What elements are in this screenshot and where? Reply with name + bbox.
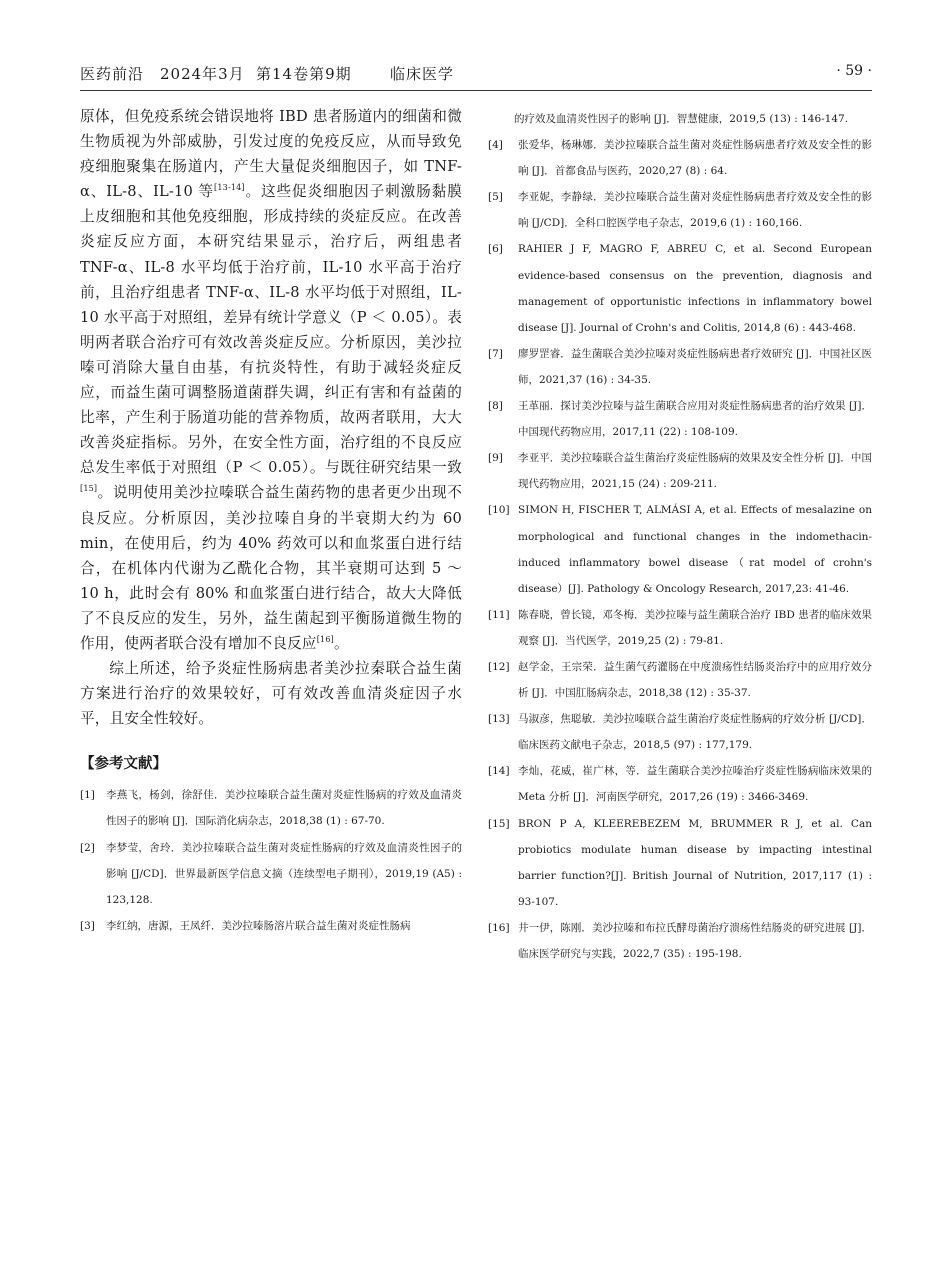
reference-item bbox=[488, 602, 872, 654]
reference-item bbox=[488, 445, 872, 497]
reference-text: 王革丽．探讨美沙拉嗪与益生菌联合应用对炎症性肠病患者的治疗效果 [J]．中国现代药物应用，2017,11 (22) : 108-109. bbox=[518, 400, 872, 439]
running-header bbox=[80, 63, 872, 85]
para1-text-b: 。这些促炎细胞因子刺激肠黏膜上皮细胞和其他免疫细胞，形成持续的炎症反应。在改善炎症反应方面，本研究结果显示，治疗后，两组患者 TNF-α、IL-8 水平均低于治疗前，IL-10 水平高于治疗前，且治疗组患者 TNF-α、IL-8 水平均低于对照组，IL-10 水平高于对照组，差异有统计学意义（P ＜ 0.05）。表明两者联合治疗可有效改善炎症反应。分析原因，美沙拉嗪可消除大量自由基，有抗炎特性，有助于减轻炎症反应，而益生菌可调整肠道菌群失调，纠正有害和有益菌的比率，产生利于肠道功能的营养物质，故两者联用，大大改善炎症指标。另外，在安全性方面，治疗组的不良反应总发生率低于对照组（P ＜ 0.05）。与既往研究结果一致 bbox=[80, 183, 462, 477]
page-number: · 59 · bbox=[836, 63, 872, 79]
citation-13-14[interactable]: [13-14] bbox=[214, 183, 245, 193]
reference-number: [12] bbox=[488, 660, 510, 673]
reference-text: RAHIER J F, MAGRO F, ABREU C, et al. Second European evidence-based consensus on the prevention, diagnosis and management of opportunistic infections in inflammatory bowel disease [J]. Journal of Crohn's and Colitis, 2014,8 (6) : 443-468. bbox=[518, 243, 872, 334]
citation-15[interactable]: [15] bbox=[80, 484, 98, 494]
reference-item bbox=[488, 341, 872, 393]
body-paragraph-2: 综上所述，给予炎症性肠病患者美沙拉秦联合益生菌方案进行治疗的效果较好，可有效改善血清炎症因子水平，且安全性较好。 bbox=[80, 660, 462, 728]
reference-item bbox=[488, 758, 872, 810]
journal-name: 医药前沿 bbox=[80, 65, 145, 83]
header-rule bbox=[80, 90, 872, 91]
reference-text: 李燕飞，杨剑，徐舒佳．美沙拉嗪联合益生菌对炎症性肠病的疗效及血清炎性因子的影响 [J]．国际消化病杂志，2018,38 (1) : 67-70. bbox=[106, 789, 462, 828]
reference-item bbox=[80, 835, 462, 913]
reference-text: SIMON H, FISCHER T, ALMÁSI A, et al. Effects of mesalazine on morphological and functional changes in the indomethacin-induced inflammatory bowel disease（rat model of crohn's disease）[J]. Pathology & Oncology Research, 2017,23: 41-46. bbox=[518, 504, 872, 595]
reference-item bbox=[488, 915, 872, 967]
reference-number: [14] bbox=[488, 765, 510, 778]
para1-text-c: 。说明使用美沙拉嗪联合益生菌药物的患者更少出现不良反应。分析原因，美沙拉嗪自身的半衰期大约为 60 min，在使用后，约为 40% 药效可以和血浆蛋白进行结合，在机体内代谢为乙酰化合物，其半衰期可达到 5 ～ 10 h，此时会有 80% 和血浆蛋白进行结合，故大大降低了不良反应的发生，另外，益生菌起到平衡肠道微生物的作用，使两者联合没有增加不良反应 bbox=[80, 484, 462, 652]
reference-text: 张爱华，杨琳娜．美沙拉嗪联合益生菌对炎症性肠病患者疗效及安全性的影响 [J]．首都食品与医药，2020,27 (8) : 64. bbox=[518, 139, 872, 178]
volume-issue: 第14卷第9期 bbox=[256, 65, 352, 83]
reference-list-right bbox=[488, 106, 872, 132]
reference-item bbox=[488, 706, 872, 758]
reference-number: [11] bbox=[488, 608, 510, 621]
reference-number: [6] bbox=[488, 243, 503, 256]
reference-text: BRON P A, KLEEREBEZEM M, BRUMMER R J, et al. Can probiotics modulate human disease by impacting intestinal barrier function?[J]. British Journal of Nutrition, 2017,117 (1) : 93-107. bbox=[518, 817, 872, 908]
reference-text: 李亚妮，李静绿．美沙拉嗪联合益生菌对炎症性肠病患者疗效及安全性的影响 [J/CD]．全科口腔医学电子杂志，2019,6 (1) : 160,166. bbox=[518, 191, 872, 230]
reference-list-left bbox=[80, 782, 462, 939]
reference-item bbox=[488, 497, 872, 601]
reference-number: [7] bbox=[488, 347, 503, 360]
reference-number: [16] bbox=[488, 921, 510, 934]
reference-text: 井一伊，陈刚．美沙拉嗪和布拉氏酵母菌治疗溃疡性结肠炎的研究进展 [J]．临床医学研究与实践，2022,7 (35) : 195-198. bbox=[518, 921, 872, 960]
reference-number: [3] bbox=[80, 919, 95, 932]
reference-text: 廖罗罡睿．益生菌联合美沙拉嗪对炎症性肠病患者疗效研究 [J]．中国社区医师，2021,37 (16) : 34-35. bbox=[518, 347, 872, 386]
reference-number: [1] bbox=[80, 789, 95, 802]
reference-number: [4] bbox=[488, 139, 503, 152]
reference-text: 马淑彦，焦聪敏．美沙拉嗪联合益生菌治疗炎症性肠病的疗效分析 [J/CD]．临床医药文献电子杂志，2018,5 (97) : 177,179. bbox=[518, 713, 872, 752]
reference-3-continued: 的疗效及血清炎性因子的影响 [J]．智慧健康，2019,5 (13) : 146-147. bbox=[514, 113, 849, 125]
references-heading: 【参考文献】 bbox=[80, 756, 167, 773]
reference-item bbox=[80, 913, 462, 939]
body-paragraph-1 bbox=[80, 104, 462, 656]
para1-text-a: 原体，但免疫系统会错误地将 IBD 患者肠道内的细菌和微生物质视为外部威胁，引发过度的免疫反应，从而导致免疫细胞聚集在肠道内，产生大量促炎细胞因子，如 TNF-α、IL-8、IL-10 等 bbox=[80, 108, 462, 201]
reference-item bbox=[488, 811, 872, 915]
reference-number: [2] bbox=[80, 841, 95, 854]
reference-item bbox=[488, 184, 872, 236]
reference-item bbox=[488, 236, 872, 340]
reference-text: 李亚平．美沙拉嗪联合益生菌治疗炎症性肠病的效果及安全性分析 [J]．中国现代药物应用，2021,15 (24) : 209-211. bbox=[518, 452, 872, 491]
reference-number: [10] bbox=[488, 504, 510, 517]
reference-item bbox=[488, 654, 872, 706]
reference-number: [13] bbox=[488, 713, 510, 726]
reference-number: [9] bbox=[488, 452, 503, 465]
para1-text-d: 。 bbox=[333, 634, 349, 652]
right-column bbox=[488, 106, 872, 967]
reference-list-right-items bbox=[488, 132, 872, 967]
issue-date: 2024年3月 bbox=[160, 65, 245, 83]
section-name: 临床医学 bbox=[390, 65, 455, 83]
left-column bbox=[80, 104, 462, 939]
reference-text: 李灿，花威，崔广林，等．益生菌联合美沙拉嗪治疗炎症性肠病临床效果的 Meta 分析 [J]．河南医学研究，2017,26 (19) : 3466-3469. bbox=[518, 765, 872, 804]
reference-item bbox=[488, 132, 872, 184]
citation-16[interactable]: [16] bbox=[316, 634, 334, 644]
reference-number: [15] bbox=[488, 817, 510, 830]
reference-text: 赵学金，王宗荣．益生菌气药灌肠在中度溃疡性结肠炎治疗中的应用疗效分析 [J]．中国肛肠病杂志，2018,38 (12) : 35-37. bbox=[518, 660, 872, 700]
reference-text: 李红纳，唐源，王凤纤．美沙拉嗪肠溶片联合益生菌对炎症性肠病 bbox=[106, 919, 411, 932]
reference-number: [5] bbox=[488, 191, 503, 204]
reference-text: 李梦莹，舍玲．美沙拉嗪联合益生菌对炎症性肠病的疗效及血清炎性因子的影响 [J/CD]．世界最新医学信息文摘（连续型电子期刊），2019,19 (A5) : 123,128. bbox=[106, 841, 462, 906]
reference-number: [8] bbox=[488, 400, 503, 413]
reference-item bbox=[488, 393, 872, 445]
reference-item bbox=[80, 782, 462, 834]
reference-text: 陈春晓，曾长镜，邓冬梅．美沙拉嗪与益生菌联合治疗 IBD 患者的临床效果观察 [J]．当代医学，2019,25 (2) : 79-81. bbox=[518, 608, 872, 647]
